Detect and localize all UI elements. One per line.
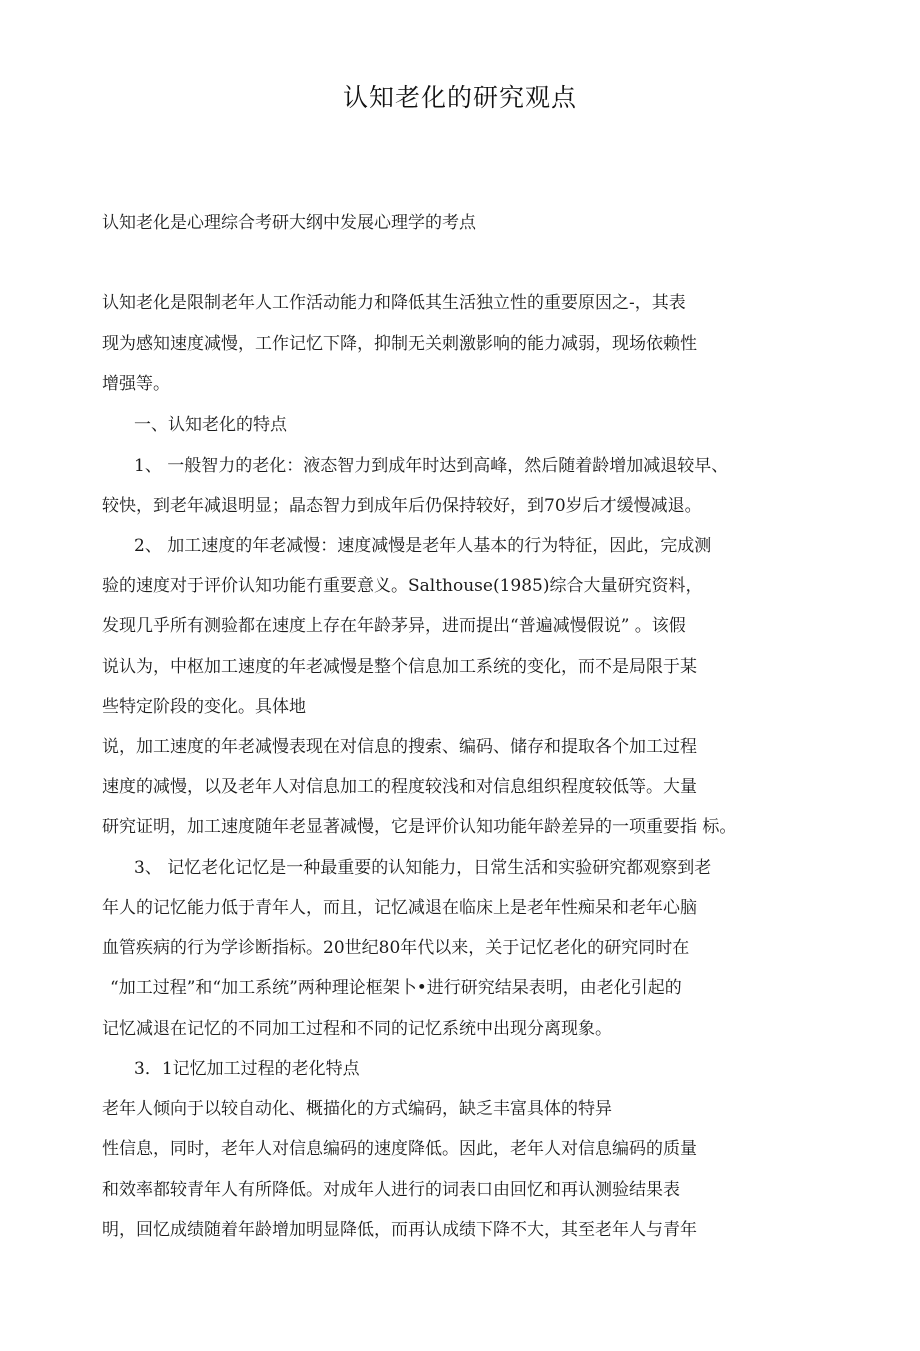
paragraph-line: 发现几乎所有测验都在速度上存在年龄茅异，进而提出“普遍减慢假说” 。该假	[102, 616, 686, 636]
paragraph-line: 记忆减退在记忆的不同加工过程和不同的记忆系统中出现分离现象。	[102, 1019, 612, 1039]
paragraph-line: 3、 记忆老化记忆是一种最重要的认知能力，日常生活和实验研究都观察到老	[134, 858, 712, 878]
paragraph-line: 验的速度对于评价认知功能冇重要意义。Salthouse(1985)综合大量研究资料，	[102, 576, 703, 596]
paragraph-line: 老年人倾向于以较自动化、概描化的方式编码，缺乏丰富具体的特异	[102, 1099, 612, 1119]
paragraph-line: 些特定阶段的变化。具体地	[102, 697, 306, 717]
document-title: 认知老化的研究观点	[342, 83, 577, 112]
paragraph-line: 认知老化是限制老年人工作活动能力和降低其生活独立性的重要原因之-，其表	[102, 293, 686, 313]
paragraph-line: 2、 加工速度的年老减慢：速度减慢是老年人基本的行为特征，因此，完成测	[134, 536, 712, 556]
intro-line: 认知老化是心理综合考研大纲中发展心理学的考点	[102, 213, 476, 233]
paragraph-line: 现为感知速度减慢，工作记忆下降，抑制无关刺激影响的能力减弱，现场依赖性	[102, 334, 697, 354]
paragraph-line: 血管疾病的行为学诊断指标。20世纪80年代以来，关于记忆老化的研究同时在	[102, 938, 690, 958]
section-heading: 一、认知老化的特点	[134, 415, 287, 435]
subsection-heading: 3．1记忆加工过程的老化特点	[134, 1059, 360, 1079]
paragraph-line: 速度的减慢，以及老年人对信息加工的程度较浅和对信息组织程度较低等。大量	[102, 777, 697, 797]
paragraph-line: 研究证明，加工速度随年老显著减慢，它是评价认知功能年龄差异的一项重要指 标。	[102, 817, 737, 837]
paragraph-line: 说，加工速度的年老减慢表现在对信息的搜索、编码、储存和提取各个加工过程	[102, 737, 697, 757]
paragraph-line: 明，回忆成绩随着年龄增加明显降低，而再认成绩下降不大，其至老年人与青年	[102, 1220, 697, 1240]
paragraph-line: 和效率都较青年人有所降低。对成年人进行的词表口由回忆和再认测验结果表	[102, 1180, 680, 1200]
paragraph-line: 增强等。	[102, 374, 170, 394]
paragraph-line: 年人的记忆能力低于青年人，而且，记忆减退在临床上是老年性痴呆和老年心脑	[102, 898, 697, 918]
paragraph-line: 1、 一般智力的老化：液态智力到成年时达到高峰，然后随着龄增加减退较早、	[134, 456, 729, 476]
paragraph-line: 说认为，中枢加工速度的年老减慢是整个信息加工系统的变化，而不是局限于某	[102, 657, 697, 677]
paragraph-line: 较快，到老年减退明显；晶态智力到成年后仍保持较好，到70岁后才缓慢减退。	[102, 496, 702, 516]
paragraph-line: 性信息，同时，老年人对信息编码的速度降低。因此，老年人对信息编码的质量	[102, 1139, 697, 1159]
paragraph-line: “加工过程”和“加工系统”两种理论框架卜•进行研究结杲表明，由老化引起的	[110, 978, 682, 998]
